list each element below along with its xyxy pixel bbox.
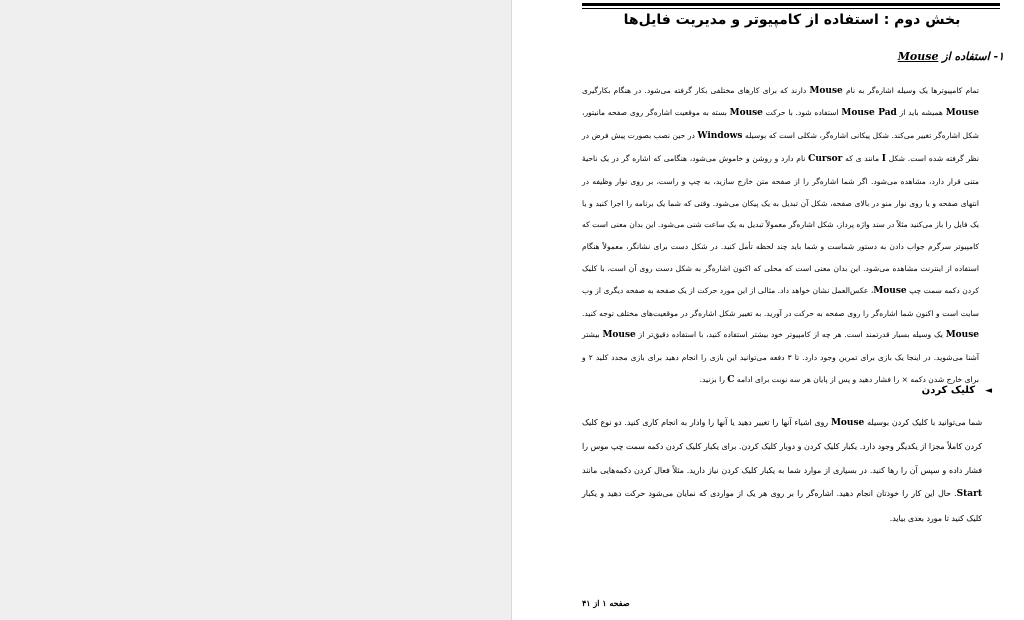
text-run-en: Mouse bbox=[873, 285, 907, 296]
paragraph-mouse bbox=[582, 80, 979, 392]
text-run: تمام کامپیوترها یک وسیله اشاره‌گر به نام bbox=[842, 85, 979, 95]
text-run-en: I bbox=[881, 153, 886, 164]
header-rule-thin bbox=[582, 8, 1000, 9]
section-heading bbox=[898, 50, 1004, 63]
text-run-en: Mouse bbox=[945, 108, 979, 119]
section-number: ۱- bbox=[993, 50, 1004, 63]
text-run-en: Windows bbox=[697, 131, 743, 142]
subsection-heading bbox=[922, 385, 992, 396]
viewer-background bbox=[0, 0, 510, 620]
text-run: بسته به موقعیت اشاره‌گر روی صفحه مانیتور، شکل اشاره‌گر تغییر می‌کند. شکل پیکانی اشاره‌گر، شکلی است که بوسیله bbox=[582, 108, 979, 141]
text-run-en: Mouse bbox=[945, 330, 980, 341]
text-run: . حال این کار را خودتان انجام دهید. اشاره‌گر را بر روی هر یک از مواردی که نمایان می‌شود حرکت دهید و یکبار کلیک کنید تا مورد بعدی بیاید. bbox=[582, 489, 982, 523]
text-run-en: C bbox=[727, 374, 735, 385]
text-run: ، عکس‌العمل نشان خواهد داد. مثالی از این مورد حرکت از یک صفحه به صفحه دیگری از وب سایت است و اکنون شما اشاره‌گر را روی صفحه به حرکت در آورید. به تغییر شکل اشاره‌گر در موقعیت‌های مختلف توجه کنید. bbox=[582, 285, 979, 318]
text-run: در حین نصب بصورت پیش فرض در نظر گرفته شده است. شکل bbox=[582, 131, 979, 163]
text-run: را بزنید. bbox=[699, 374, 728, 384]
text-run: دارند که برای کارهای مختلفی بکار گرفته می‌شود. در هنگام بکارگیری bbox=[582, 85, 810, 95]
text-run: بیشتر آشنا می‌شوید. در اینجا یک بازی برای تمرین وجود دارد. تا ۳ دفعه می‌توانید این بازی را انجام دهید برای بازی مجدد کلید ۲ و برای خارج شدن دکمه × را فشار دهید و پس از پایان هر سه نوبت برای ادامه bbox=[582, 330, 979, 384]
paragraph-click bbox=[582, 411, 982, 531]
section-title-en: Mouse bbox=[897, 50, 939, 63]
text-run: استفاده شود. با حرکت bbox=[762, 108, 842, 118]
text-run-en: Mouse bbox=[809, 85, 843, 96]
text-run: روی اشیاء آنها را تغییر دهید یا آنها را وادار به انجام کاری کنید. دو نوع کلیک کردن کاملاً مجزا از یکدیگر وجود دارد. یکبار کلیک کردن و دوبار کلیک کردن. برای یکبار کلیک کردن دکمه سمت چپ موس را فشار داده و سپس آن را رها کنید. در بسیاری از موارد شما به یکبار کلیک کردن نیاز دارید. مثلاً فعال کردن دکمه‌هایی مانند bbox=[582, 417, 982, 475]
arrow-bullet-icon: ◄ bbox=[985, 386, 992, 396]
text-run: مانند ی که bbox=[842, 153, 882, 163]
header-rule bbox=[582, 3, 1000, 6]
text-run-en: Mouse bbox=[729, 108, 763, 119]
text-run-en: Start bbox=[956, 489, 982, 500]
text-run-en: Mouse Pad bbox=[841, 108, 897, 119]
text-run-en: Mouse bbox=[602, 330, 636, 341]
subsection-title: کلیک کردن bbox=[921, 385, 976, 396]
page-number: صفحه ۱ از ۴۱ bbox=[582, 598, 630, 608]
text-run: نام دارد و روشن و خاموش می‌شود، هنگامی که اشاره گر در یک ناحیهٔ متنی قرار دارد، مشاهده می‌شود. اگر شما اشاره‌گر را از صفحه متن خارج سازید، به چپ و راست، بر روی نوار وظیفه در انتهای صفحه و یا روی نوار منو در بالای صفحه، شکل آن تبدیل به یک پیکان می‌شود. وقتی که شما یک برنامه را اجرا کنید و یا یک فایل را باز می‌کنید مثلاً در سند واژه پرداز، شکل اشاره‌گر معمولاً تبدیل به یک ساعت شنی می‌شود. این بدان معنی است که کامپیوتر سرگرم جواب دادن به دستور شماست و شما باید چند لحظه تأمل کنید. در شکل دست برای نشانگر، معمولاً هنگام استفاده از اینترنت مشاهده می‌شود. این بدان معنی است که محلی که اکنون اشاره‌گر به شکل دست روی آن است، با کلیک کردن دکمه سمت چپ bbox=[582, 153, 979, 295]
text-run-en: Cursor bbox=[808, 153, 843, 164]
document-page bbox=[511, 0, 1024, 620]
text-run: یک وسیله بسیار قدرتمند است. هر چه از کامپیوتر خود بیشتر استفاده کنید، با استفاده دقیق‌تر از bbox=[635, 330, 946, 340]
text-run: شما می‌توانید با کلیک کردن بوسیله bbox=[864, 417, 982, 427]
text-run-en: Mouse bbox=[830, 417, 865, 428]
section-title: استفاده از bbox=[942, 50, 990, 63]
chapter-title: بخش دوم : استفاده از کامپیوتر و مدیریت فایل‌ها bbox=[623, 12, 961, 28]
text-run: همیشه باید از bbox=[896, 108, 946, 118]
